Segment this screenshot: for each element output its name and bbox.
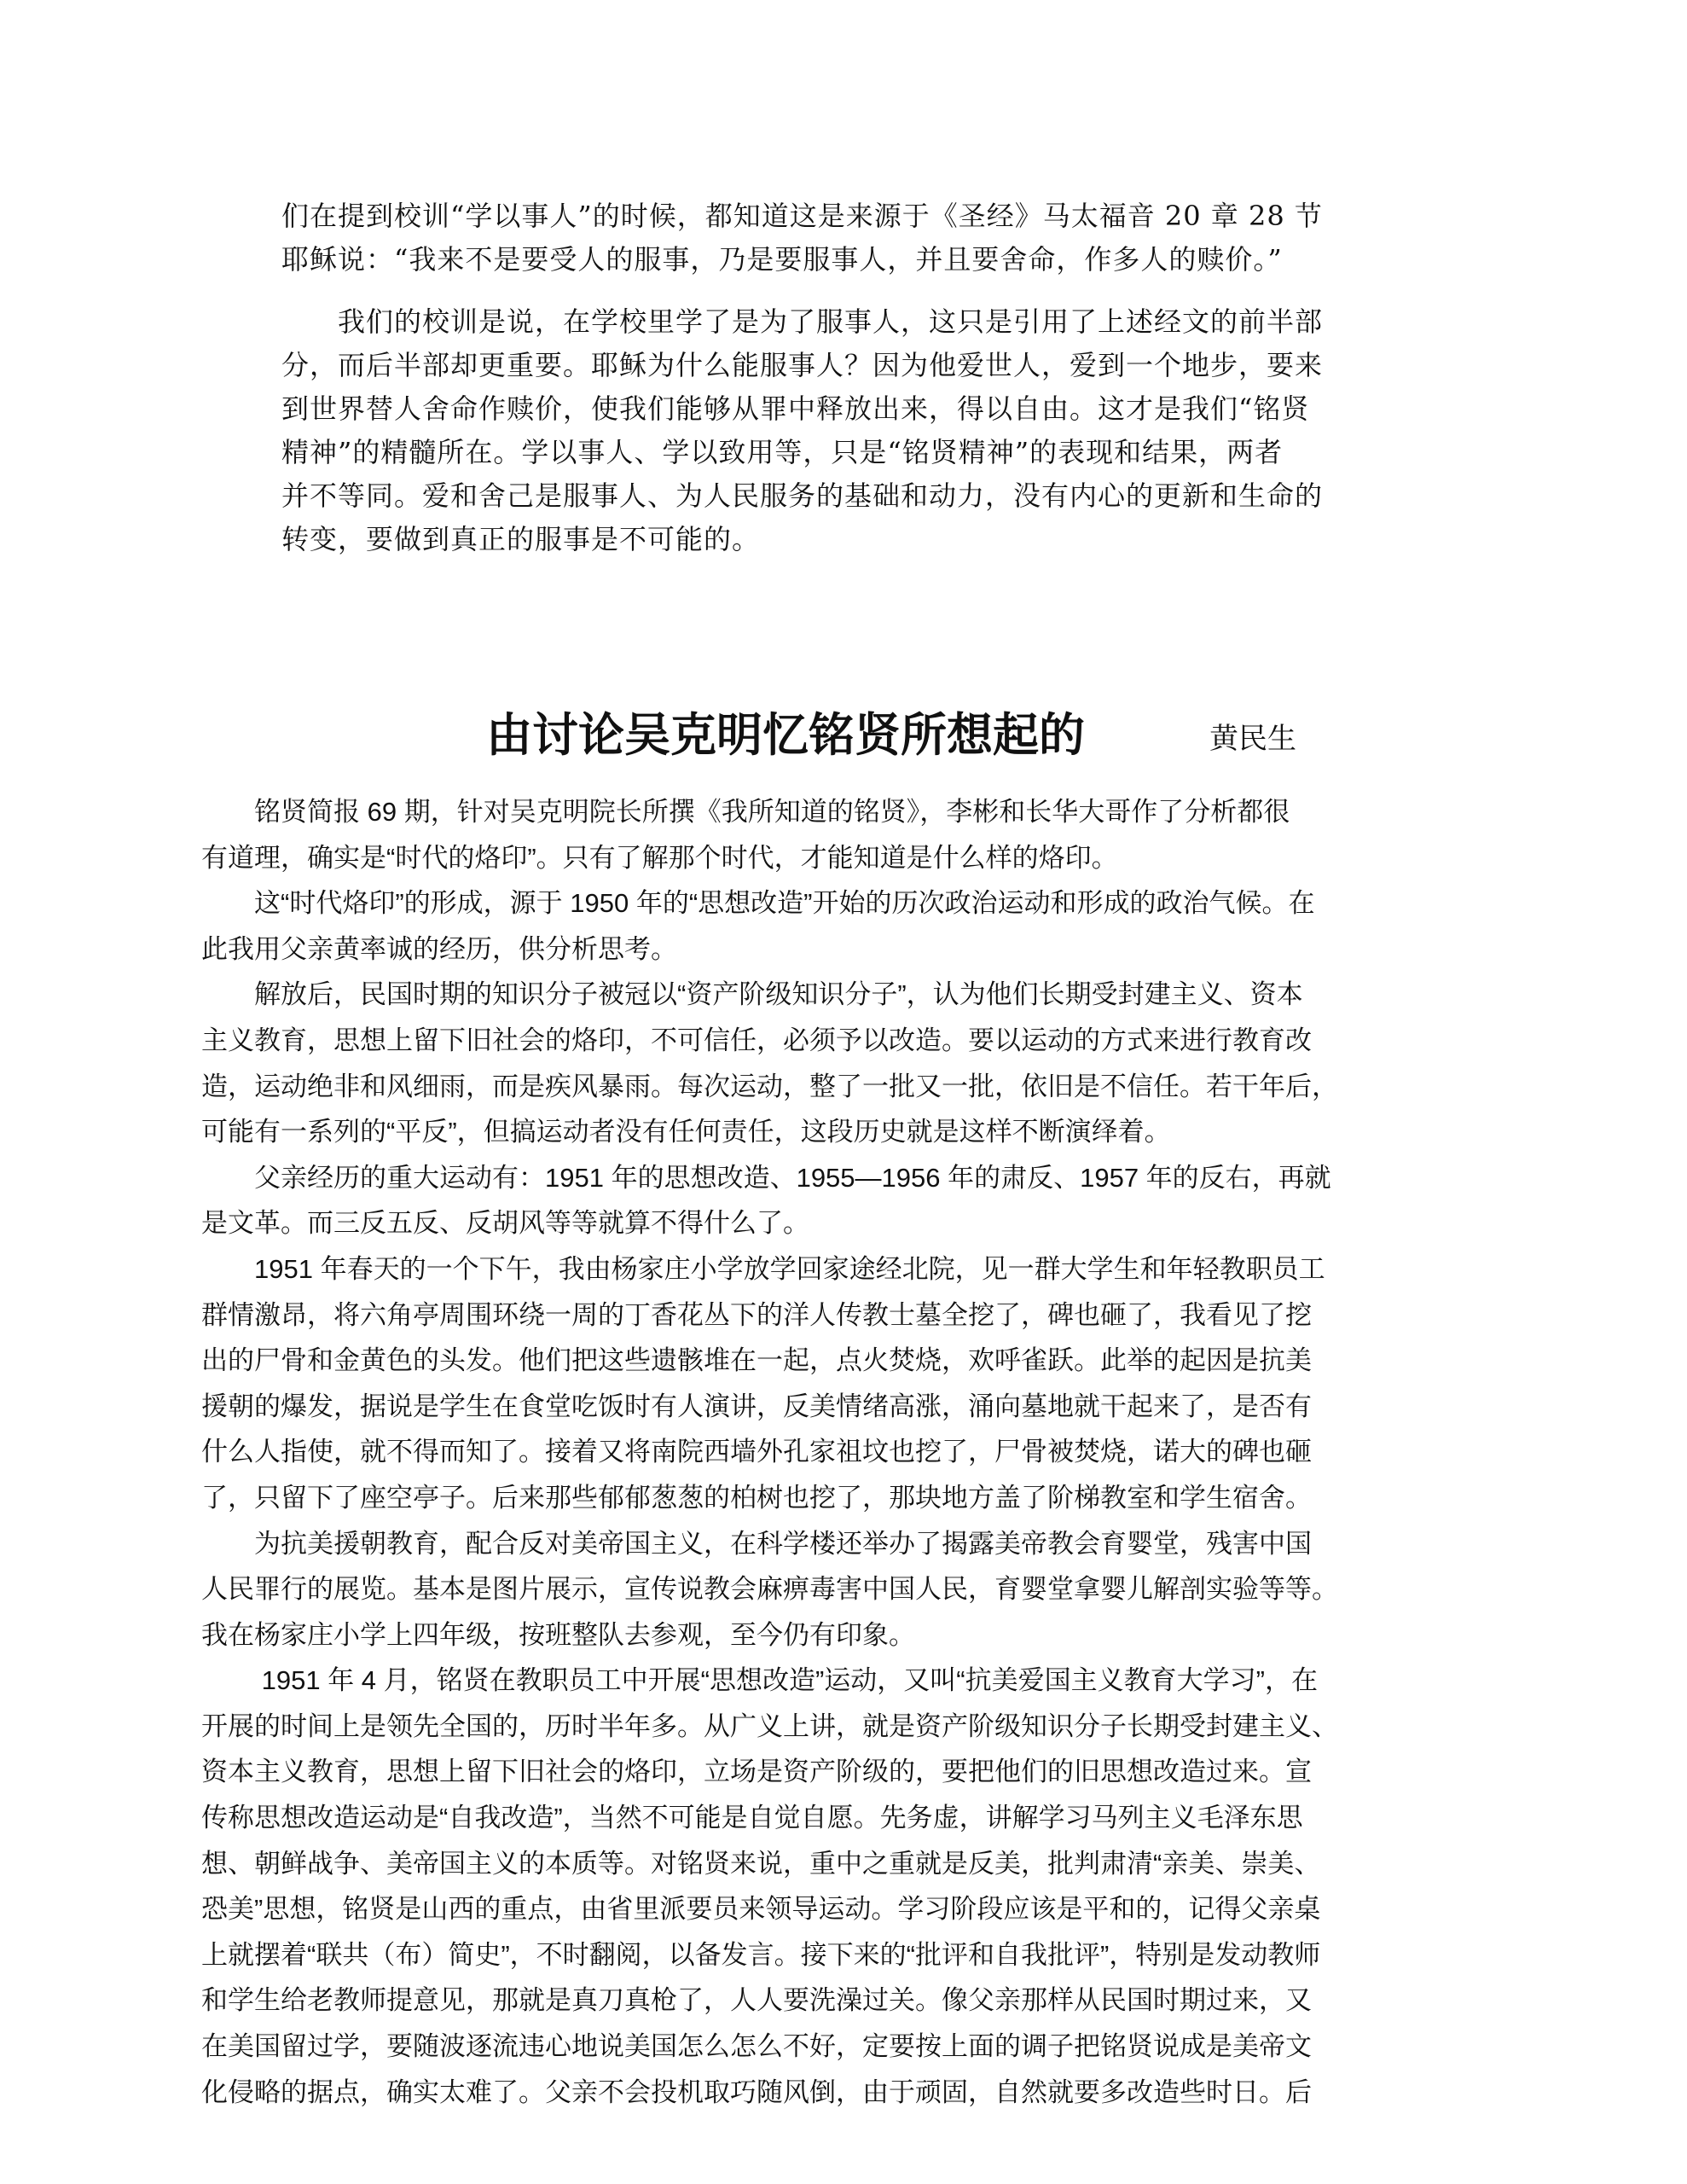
text-line: 上就摆着“联共（布）简史”，不时翻阅，以备发言。接下来的“批评和自我批评”，特别是发动教师 xyxy=(201,1939,1321,1970)
article-header xyxy=(0,701,1687,770)
text-line: 造，运动绝非和风细雨，而是疾风暴雨。每次运动，整了一批又一批，依旧是不信任。若干年后， xyxy=(201,1071,1338,1101)
text-line: 化侵略的据点，确实太难了。父亲不会投机取巧随风倒，由于顽固，自然就要多改造些时日。后 xyxy=(201,2077,1312,2107)
text-line: 到世界替人舍命作赎价，使我们能够从罪中释放出来，得以自由。这才是我们“铭贤 xyxy=(281,392,1310,425)
text-line: 我在杨家庄小学上四年级，按班整队去参观，至今仍有印象。 xyxy=(201,1619,915,1650)
text-line: 群情激昂，将六角亭周围环绕一周的丁香花丛下的洋人传教士墓全挖了，碑也砸了，我看见了挖 xyxy=(201,1299,1312,1330)
text-line: 人民罪行的展览。基本是图片展示，宣传说教会麻痹毒害中国人民，育婴堂拿婴儿解剖实验等等。 xyxy=(201,1574,1338,1605)
text-line: 开展的时间上是领先全国的，历时半年多。从广义上讲，就是资产阶级知识分子长期受封建主义、 xyxy=(201,1711,1338,1741)
text-line: 有道理，确实是“时代的烙印”。只有了解那个时代，才能知道是什么样的烙印。 xyxy=(201,842,1118,873)
text-line: 1951 年 4 月，铭贤在教职员工中开展“思想改造”运动，又叫“抗美爱国主义教育大学习”，在 xyxy=(201,1665,1318,1696)
text-line: 是文革。而三反五反、反胡风等等就算不得什么了。 xyxy=(201,1208,809,1239)
text-line: 和学生给老教师提意见，那就是真刀真枪了，人人要洗澡过关。像父亲那样从民国时期过来，又 xyxy=(201,1985,1312,2016)
text-line: 1951 年春天的一个下午，我由杨家庄小学放学回家途经北院，见一群大学生和年轻教职员工 xyxy=(201,1253,1325,1284)
text-line: 了，只留下了座空亭子。后来那些郁郁葱葱的柏树也挖了，那块地方盖了阶梯教室和学生宿舍。 xyxy=(201,1482,1312,1513)
paragraph-gap xyxy=(281,282,1407,300)
text-line: 恐美”思想，铭贤是山西的重点，由省里派要员来领导运动。学习阶段应该是平和的，记得父亲桌 xyxy=(201,1894,1321,1925)
text-line: 主义教育，思想上留下旧社会的烙印，不可信任，必须予以改造。要以运动的方式来进行教育改 xyxy=(201,1025,1312,1055)
text-line: 此我用父亲黄率诚的经历，供分析思考。 xyxy=(201,933,677,964)
text-line: 资本主义教育，思想上留下旧社会的烙印，立场是资产阶级的，要把他们的旧思想改造过来。宣 xyxy=(201,1757,1312,1787)
text-line: 为抗美援朝教育，配合反对美帝国主义，在科学楼还举办了揭露美帝教会育婴堂，残害中国 xyxy=(201,1528,1312,1559)
text-line: 我们的校训是说，在学校里学了是为了服事人，这只是引用了上述经文的前半部 xyxy=(281,305,1324,338)
text-line: 想、朝鲜战争、美帝国主义的本质等。对铭贤来说，重中之重就是反美，批判肃清“亲美、崇美、 xyxy=(201,1848,1321,1879)
text-line: 精神”的精髓所在。学以事人、学以致用等，只是“铭贤精神”的表现和结果，两者 xyxy=(281,436,1284,468)
text-line: 父亲经历的重大运动有：1951 年的思想改造、1955—1956 年的肃反、1957 年的反右，再就 xyxy=(201,1162,1331,1193)
text-line: 这“时代烙印”的形成，源于 1950 年的“思想改造”开始的历次政治运动和形成的政治气候。在 xyxy=(201,888,1315,919)
article-title: 由讨论吴克明忆铭贤所想起的 xyxy=(486,708,1085,762)
text-line: 援朝的爆发，据说是学生在食堂吃饭时有人演讲，反美情绪高涨，涌向墓地就干起来了，是否有 xyxy=(201,1391,1312,1421)
text-line: 出的尸骨和金黄色的头发。他们把这些遗骸堆在一起，点火焚烧，欢呼雀跃。此举的起因是抗美 xyxy=(201,1345,1312,1376)
article-author: 黄民生 xyxy=(1209,722,1296,756)
text-line: 耶稣说：“我来不是要受人的服事，乃是要服事人，并且要舍命，作多人的赎价。” xyxy=(281,243,1283,276)
article-body xyxy=(201,789,1515,2115)
previous-article-continuation xyxy=(281,195,1407,561)
text-line: 铭贤简报 69 期，针对吴克明院长所撰《我所知道的铭贤》，李彬和长华大哥作了分析都很 xyxy=(201,797,1290,827)
text-line: 解放后，民国时期的知识分子被冠以“资产阶级知识分子”，认为他们长期受封建主义、资本 xyxy=(201,979,1303,1010)
text-line: 分，而后半部却更重要。耶稣为什么能服事人？因为他爱世人，爱到一个地步，要来 xyxy=(281,349,1324,381)
text-line: 转变，要做到真正的服事是不可能的。 xyxy=(281,523,761,555)
text-line: 们在提到校训“学以事人”的时候，都知道这是来源于《圣经》马太福音 20 章 28 节 xyxy=(281,200,1323,232)
text-line: 可能有一系列的“平反”，但搞运动者没有任何责任，这段历史就是这样不断演绎着。 xyxy=(201,1117,1171,1147)
text-line: 在美国留过学，要随波逐流违心地说美国怎么怎么不好，定要按上面的调子把铭贤说成是美帝文 xyxy=(201,2031,1312,2062)
text-line: 并不等同。爱和舍己是服事人、为人民服务的基础和动力，没有内心的更新和生命的 xyxy=(281,479,1324,512)
text-line: 传称思想改造运动是“自我改造”，当然不可能是自觉自愿。先务虚，讲解学习马列主义毛泽东思 xyxy=(201,1803,1303,1833)
text-line: 什么人指使，就不得而知了。接着又将南院西墙外孔家祖坟也挖了，尸骨被焚烧，诺大的碑也砸 xyxy=(201,1437,1312,1467)
